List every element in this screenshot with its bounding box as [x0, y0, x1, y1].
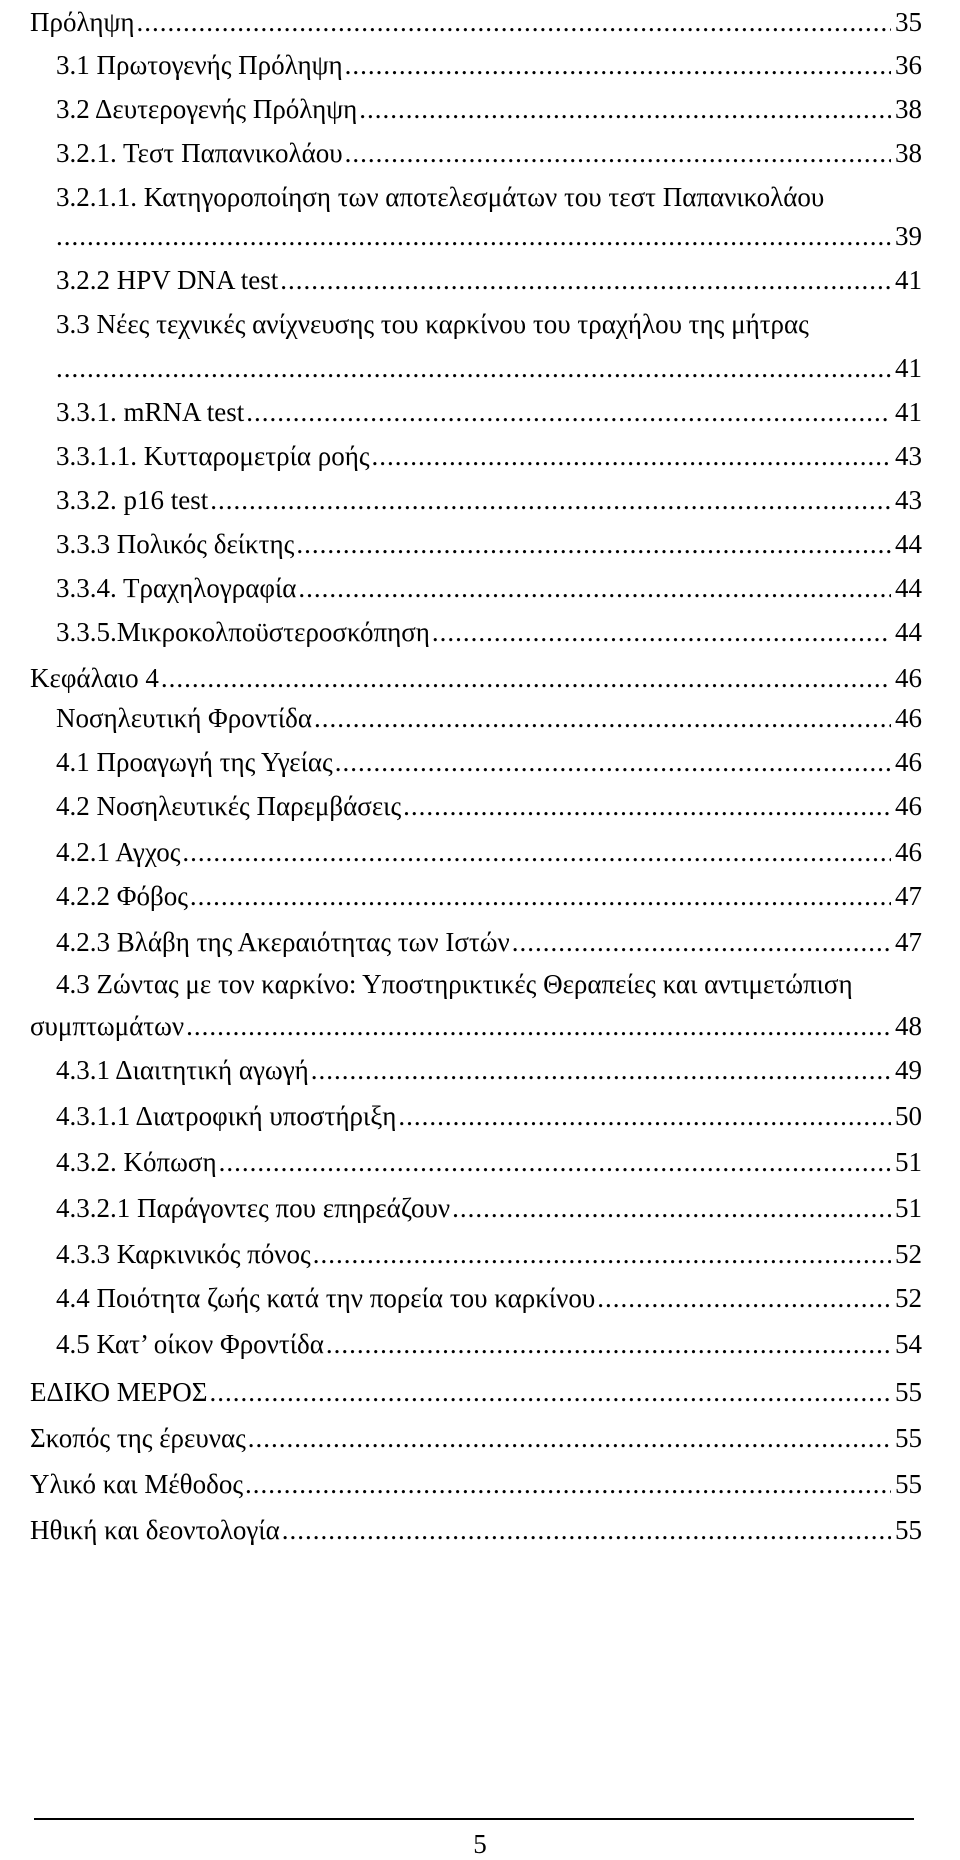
toc-entry-page: 43	[895, 485, 922, 515]
toc-line	[0, 962, 960, 1006]
toc-entry[interactable]	[56, 522, 922, 566]
toc-entry-page: 52	[895, 1239, 922, 1269]
toc-entry[interactable]	[56, 962, 922, 1006]
toc-entry-page: 35	[895, 7, 922, 37]
toc-entry[interactable]	[56, 874, 922, 918]
toc-entry-title: 3.2 Δευτερογενής Πρόληψη	[56, 94, 358, 124]
toc-dot-leader	[280, 258, 891, 302]
toc-dot-leader	[314, 696, 891, 740]
toc-entry-page: 49	[895, 1055, 922, 1085]
toc-dot-leader	[298, 566, 891, 610]
toc-line	[0, 740, 960, 784]
toc-dot-leader	[186, 1004, 891, 1048]
toc-entry-title: 4.3.2.1 Παράγοντες που επηρεάζουν	[56, 1193, 451, 1223]
toc-dot-leader	[248, 1416, 891, 1460]
toc-entry-page: 46	[895, 747, 922, 777]
toc-entry-title: 4.5 Κατ’ οίκον Φροντίδα	[56, 1329, 324, 1359]
toc-line	[0, 478, 960, 522]
toc-dot-leader	[219, 1140, 891, 1184]
toc-dot-leader	[209, 1370, 891, 1414]
toc-entry-page: 50	[895, 1101, 922, 1131]
toc-entry-title: Κεφάλαιο 4	[30, 663, 159, 693]
toc-entry[interactable]	[30, 0, 922, 44]
toc-entry-page: 44	[895, 529, 922, 559]
toc-line	[0, 214, 960, 258]
toc-entry[interactable]	[56, 434, 922, 478]
toc-entry-title: Νοσηλευτική Φροντίδα	[56, 703, 312, 733]
toc-entry-page: 48	[895, 1011, 922, 1041]
toc-entry[interactable]	[30, 1370, 922, 1414]
toc-dot-leader	[56, 346, 891, 390]
toc-entry-title: Ηθική και δεοντολογία	[30, 1515, 280, 1545]
toc-dot-leader	[432, 610, 891, 654]
toc-dot-leader	[161, 656, 891, 700]
toc-entry-title: 4.2.3 Βλάβη της Ακεραιότητας των Ιστών	[56, 927, 510, 957]
toc-entry[interactable]	[56, 1276, 922, 1320]
toc-line	[0, 1322, 960, 1366]
toc-entry-title: 4.3 Ζώντας με τον καρκίνο: Υποστηρικτικές Θεραπείες και αντιμετώπιση	[56, 969, 853, 999]
toc-entry-title: Σκοπός της έρευνας	[30, 1423, 246, 1453]
toc-dot-leader	[359, 87, 891, 131]
toc-entry-page: 47	[895, 927, 922, 957]
toc-line	[0, 1140, 960, 1184]
toc-entry-page: 46	[895, 703, 922, 733]
toc-entry[interactable]	[56, 1232, 922, 1276]
toc-entry-title: 4.2.1 Αγχος	[56, 837, 181, 867]
toc-entry-page: 51	[895, 1193, 922, 1223]
toc-entry[interactable]	[30, 1416, 922, 1460]
toc-line	[0, 434, 960, 478]
toc-dot-leader	[190, 874, 891, 918]
toc-entry[interactable]	[56, 302, 922, 346]
toc-line	[0, 258, 960, 302]
toc-line	[0, 920, 960, 964]
toc-entry[interactable]	[56, 830, 922, 874]
toc-entry-title: 3.2.1.1. Κατηγοροποίηση των αποτελεσμάτων του τεστ Παπανικολάου	[56, 182, 825, 212]
toc-line	[0, 1186, 960, 1230]
toc-line	[0, 1048, 960, 1092]
toc-line	[0, 1462, 960, 1506]
toc-entry[interactable]	[30, 1462, 922, 1506]
toc-entry-page: 46	[895, 837, 922, 867]
toc-line	[0, 175, 960, 219]
toc-line	[0, 87, 960, 131]
toc-line	[0, 302, 960, 346]
toc-entry-page: 43	[895, 441, 922, 471]
toc-dot-leader	[597, 1276, 891, 1320]
toc-entry[interactable]	[56, 1140, 922, 1184]
page-number: 5	[473, 1829, 487, 1859]
toc-entry[interactable]	[56, 696, 922, 740]
toc-entry-page: 55	[895, 1377, 922, 1407]
toc-entry-title: 3.2.1. Τεστ Παπανικολάου	[56, 138, 343, 168]
toc-entry-title: 4.2.2 Φόβος	[56, 881, 188, 911]
toc-entry[interactable]	[56, 346, 922, 390]
toc-entry[interactable]	[30, 1004, 922, 1048]
toc-dot-leader	[136, 0, 891, 44]
toc-entry-title: 3.3.1. mRNA test	[56, 397, 245, 427]
toc-entry-page: 55	[895, 1515, 922, 1545]
toc-dot-leader	[372, 434, 891, 478]
toc-line	[0, 784, 960, 828]
toc-entry-page: 54	[895, 1329, 922, 1359]
footer-rule	[34, 1818, 914, 1820]
toc-entry-page: 41	[895, 353, 922, 383]
toc-entry-title: Πρόληψη	[30, 7, 135, 37]
toc-dot-leader	[512, 920, 891, 964]
toc-line	[0, 696, 960, 740]
toc-entry[interactable]	[56, 390, 922, 434]
toc-dot-leader	[313, 1232, 891, 1276]
toc-entry[interactable]	[56, 43, 922, 87]
toc-entry-title: 3.3.5.Μικροκολποϋστεροσκόπηση	[56, 617, 430, 647]
toc-line	[0, 1508, 960, 1552]
toc-entry-page: 38	[895, 94, 922, 124]
toc-entry-page: 46	[895, 791, 922, 821]
toc-line	[0, 830, 960, 874]
toc-line	[0, 522, 960, 566]
toc-dot-leader	[345, 131, 891, 175]
toc-entry-page: 44	[895, 573, 922, 603]
toc-entry[interactable]	[56, 258, 922, 302]
toc-entry[interactable]	[56, 87, 922, 131]
toc-dot-leader	[282, 1508, 891, 1552]
toc-line	[0, 1094, 960, 1138]
toc-entry[interactable]	[56, 1186, 922, 1230]
toc-entry-title: 4.3.1 Διαιτητική αγωγή	[56, 1055, 309, 1085]
toc-dot-leader	[245, 1462, 891, 1506]
toc-entry-title: 3.3.3 Πολικός δείκτης	[56, 529, 295, 559]
toc-dot-leader	[56, 214, 891, 258]
toc-entry-title: 4.1 Προαγωγή της Υγείας	[56, 747, 333, 777]
toc-entry-title: συμπτωμάτων	[30, 1011, 185, 1041]
toc-entry[interactable]	[56, 1322, 922, 1366]
toc-entry-title: 3.3.1.1. Κυτταρομετρία ροής	[56, 441, 370, 471]
toc-entry[interactable]	[56, 131, 922, 175]
toc-dot-leader	[452, 1186, 891, 1230]
toc-entry[interactable]	[56, 566, 922, 610]
toc-entry-title: 4.4 Ποιότητα ζωής κατά την πορεία του καρκίνου	[56, 1283, 596, 1313]
toc-dot-leader	[335, 740, 891, 784]
toc-dot-leader	[326, 1322, 891, 1366]
toc-entry-page: 39	[895, 221, 922, 251]
toc-dot-leader	[296, 522, 891, 566]
toc-entry-page: 44	[895, 617, 922, 647]
toc-entry-title: 4.3.3 Καρκινικός πόνος	[56, 1239, 311, 1269]
toc-entry-title: 4.2 Νοσηλευτικές Παρεμβάσεις	[56, 791, 402, 821]
toc-entry-page: 41	[895, 265, 922, 295]
toc-entry[interactable]	[56, 610, 922, 654]
toc-entry-page: 51	[895, 1147, 922, 1177]
toc-line	[0, 0, 960, 44]
toc-entry-page: 41	[895, 397, 922, 427]
toc-dot-leader	[345, 43, 891, 87]
toc-dot-leader	[311, 1048, 891, 1092]
toc-line	[0, 610, 960, 654]
toc-line	[0, 131, 960, 175]
toc-dot-leader	[210, 478, 891, 522]
toc-line	[0, 1232, 960, 1276]
toc-entry[interactable]	[30, 656, 922, 700]
toc-entry[interactable]	[56, 784, 922, 828]
toc-entry[interactable]	[56, 478, 922, 522]
toc-dot-leader	[403, 784, 891, 828]
toc-line	[0, 1004, 960, 1048]
toc-entry[interactable]	[56, 1048, 922, 1092]
toc-entry-title: 3.2.2 HPV DNA test	[56, 265, 279, 295]
toc-line	[0, 1370, 960, 1414]
toc-line	[0, 566, 960, 610]
toc-line	[0, 1416, 960, 1460]
toc-line	[0, 390, 960, 434]
toc-entry[interactable]	[56, 1094, 922, 1138]
toc-entry-title: ΕΔΙΚΟ ΜΕΡΟΣ	[30, 1377, 208, 1407]
toc-line	[0, 656, 960, 700]
toc-entry-page: 55	[895, 1469, 922, 1499]
toc-entry-page: 38	[895, 138, 922, 168]
toc-entry-title: 4.3.1.1 Διατροφική υποστήριξη	[56, 1101, 397, 1131]
toc-entry[interactable]	[56, 740, 922, 784]
toc-entry[interactable]	[30, 1508, 922, 1552]
toc-line	[0, 346, 960, 390]
toc-entry-title: 3.3.4. Τραχηλογραφία	[56, 573, 297, 603]
toc-entry-page: 46	[895, 663, 922, 693]
toc-entry[interactable]	[56, 920, 922, 964]
toc-line	[0, 43, 960, 87]
toc-entry-page: 52	[895, 1283, 922, 1313]
toc-entry-page: 55	[895, 1423, 922, 1453]
toc-entry-title: 3.1 Πρωτογενής Πρόληψη	[56, 50, 343, 80]
toc-entry-title: Υλικό και Μέθοδος	[30, 1469, 244, 1499]
toc-line	[0, 1276, 960, 1320]
toc-entry-title: 3.3 Νέες τεχνικές ανίχνευσης του καρκίνου του τραχήλου της μήτρας	[56, 309, 809, 339]
toc-dot-leader	[182, 830, 891, 874]
toc-entry-title: 4.3.2. Κόπωση	[56, 1147, 217, 1177]
toc-entry[interactable]	[56, 175, 922, 219]
toc-entry-page: 47	[895, 881, 922, 911]
toc-entry-title: 3.3.2. p16 test	[56, 485, 209, 515]
toc-dot-leader	[398, 1094, 891, 1138]
toc-entry[interactable]	[56, 214, 922, 258]
toc-dot-leader	[246, 390, 891, 434]
toc-line	[0, 874, 960, 918]
toc-entry-page: 36	[895, 50, 922, 80]
